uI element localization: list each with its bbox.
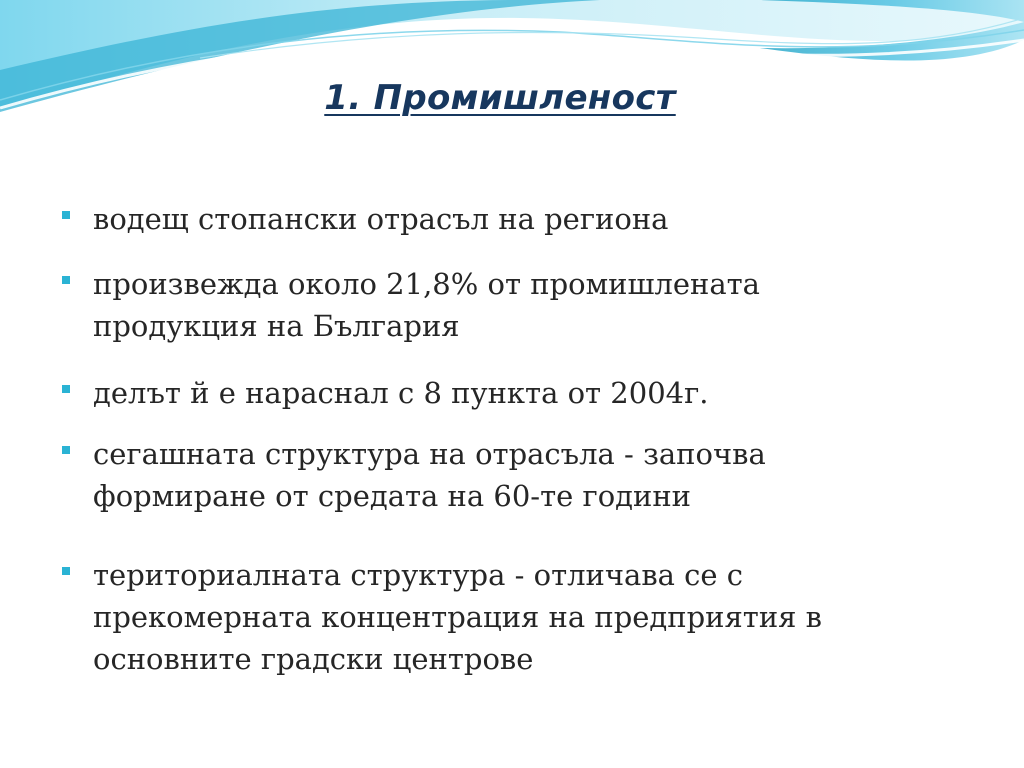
bullet-text: делът й е нараснал с 8 пункта от 2004г. [93,376,709,410]
square-bullet-icon [62,385,70,393]
bullet-text: териториалната структура - отличава се с прекомерната концентрация на предприятия в основните градски центрове [93,558,823,676]
list-item [62,372,942,414]
list-item [62,198,942,240]
list-item [62,263,942,347]
bullet-text: произвежда около 21,8% от промишлената продукция на България [93,267,760,343]
square-bullet-icon [62,211,70,219]
bullet-text: водещ стопански отрасъл на региона [93,202,669,236]
square-bullet-icon [62,567,70,575]
list-item [62,433,942,517]
bullet-text: сегашната структура на отрасъла - започва формиране от средата на 60-те години [93,437,766,513]
square-bullet-icon [62,276,70,284]
list-item [62,554,942,680]
square-bullet-icon [62,446,70,454]
slide-title: 1. Промишленост [324,78,676,118]
